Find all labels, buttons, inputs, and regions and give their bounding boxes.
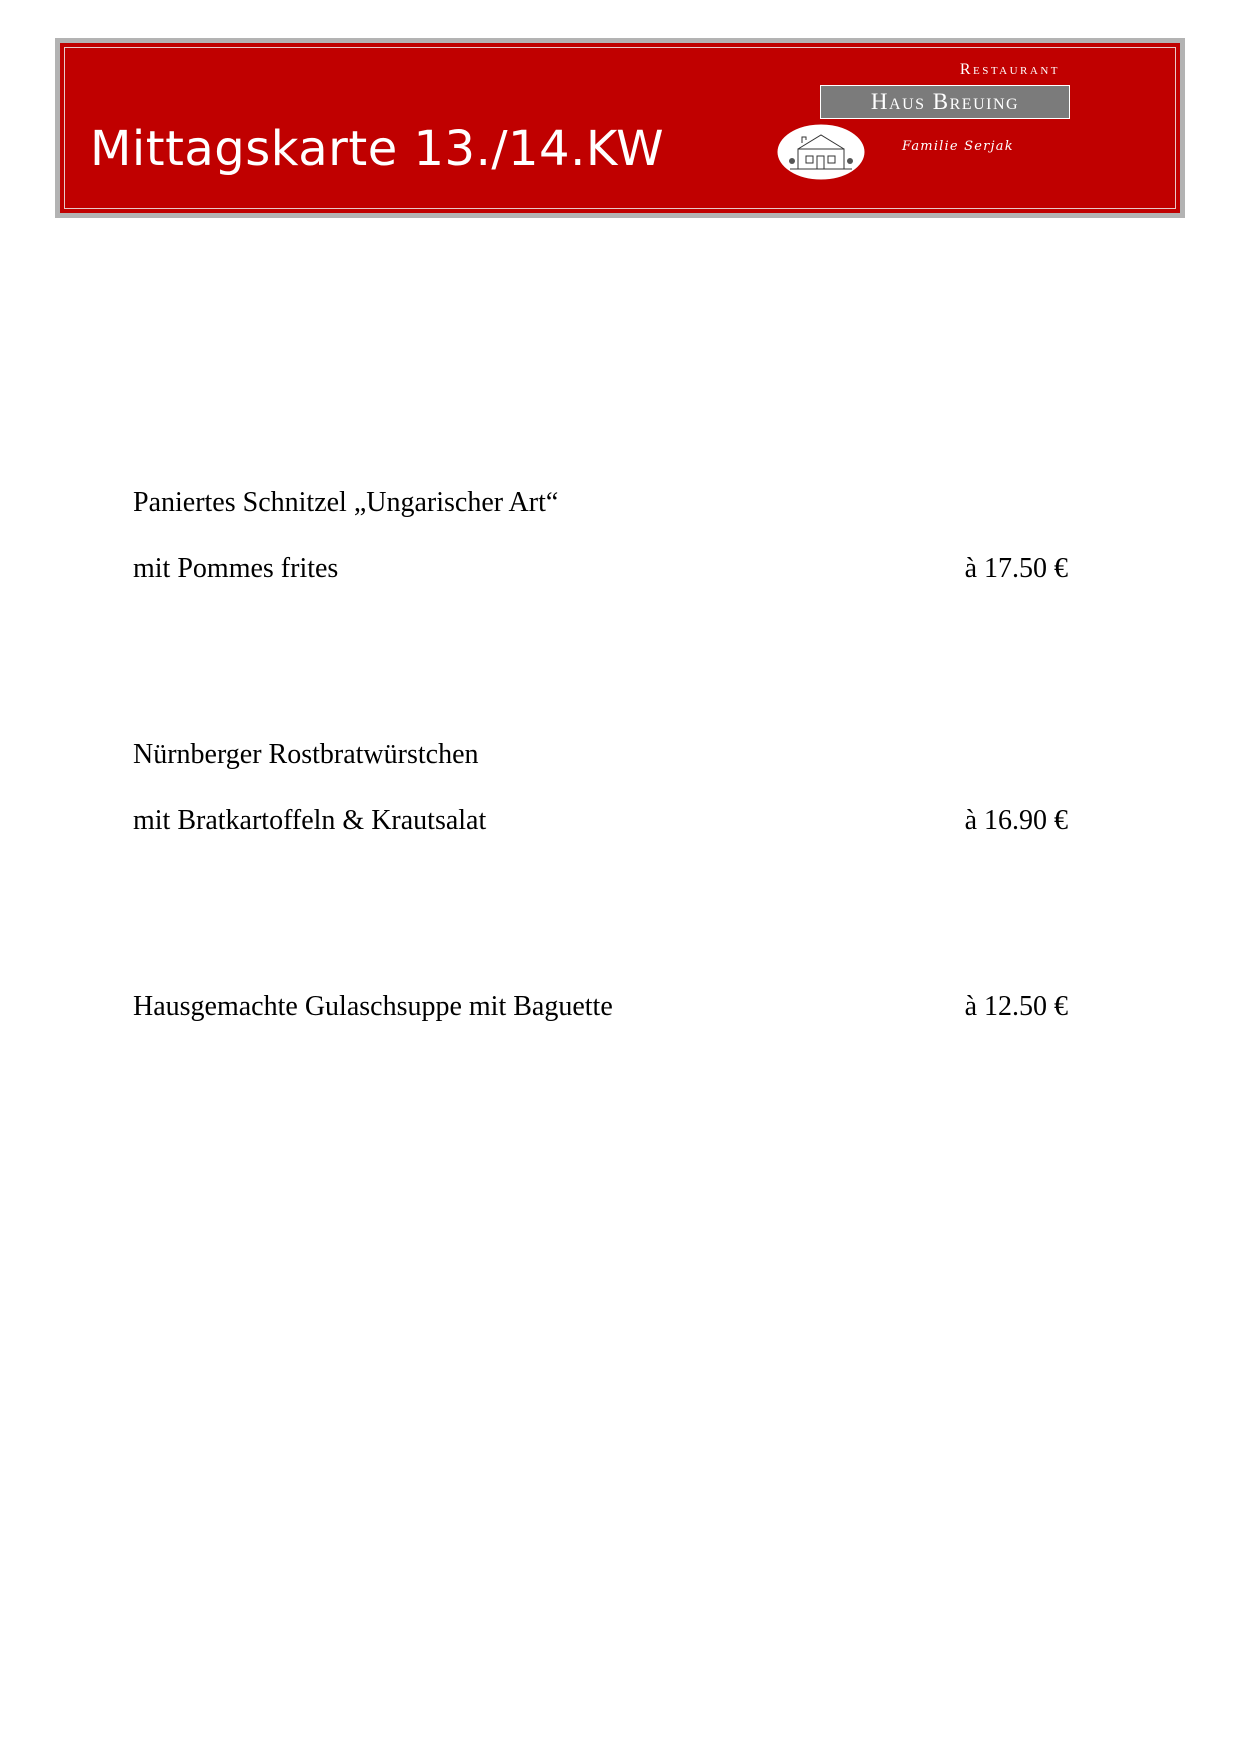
menu-item-side: mit Bratkartoffeln & Krautsalat bbox=[133, 805, 487, 836]
logo-restaurant-word: Restaurant bbox=[959, 61, 1060, 78]
menu-item bbox=[133, 470, 1068, 602]
menu-item-detail-row bbox=[133, 536, 1068, 602]
menu-item-price: à 12.50 € bbox=[964, 991, 1068, 1022]
menu-item bbox=[133, 974, 1068, 1040]
menu-item-title-row bbox=[133, 722, 1068, 788]
menu-item-name: Nürnberger Rostbratwürstchen bbox=[133, 739, 479, 770]
menu-list bbox=[133, 470, 1068, 1040]
page-title: Mittagskarte 13./14.KW bbox=[90, 121, 665, 177]
menu-item-name: Hausgemachte Gulaschsuppe mit Baguette bbox=[133, 991, 613, 1022]
menu-item-price: à 16.90 € bbox=[964, 805, 1068, 836]
menu-item bbox=[133, 722, 1068, 854]
menu-item-detail-row bbox=[133, 788, 1068, 854]
menu-item-price: à 17.50 € bbox=[964, 553, 1068, 584]
menu-item-title-row bbox=[133, 470, 1068, 536]
menu-item-title-row bbox=[133, 974, 1068, 1040]
logo-name-bar bbox=[820, 85, 1070, 119]
house-emblem-icon bbox=[776, 123, 866, 181]
logo-restaurant-name: Haus Breuing bbox=[870, 89, 1020, 114]
menu-item-name: Paniertes Schnitzel „Ungarischer Art“ bbox=[133, 487, 559, 518]
logo-family-name: Familie Serjak bbox=[902, 139, 1014, 154]
menu-item-side: mit Pommes frites bbox=[133, 553, 339, 584]
restaurant-logo bbox=[770, 61, 1070, 181]
header-banner bbox=[55, 38, 1185, 218]
